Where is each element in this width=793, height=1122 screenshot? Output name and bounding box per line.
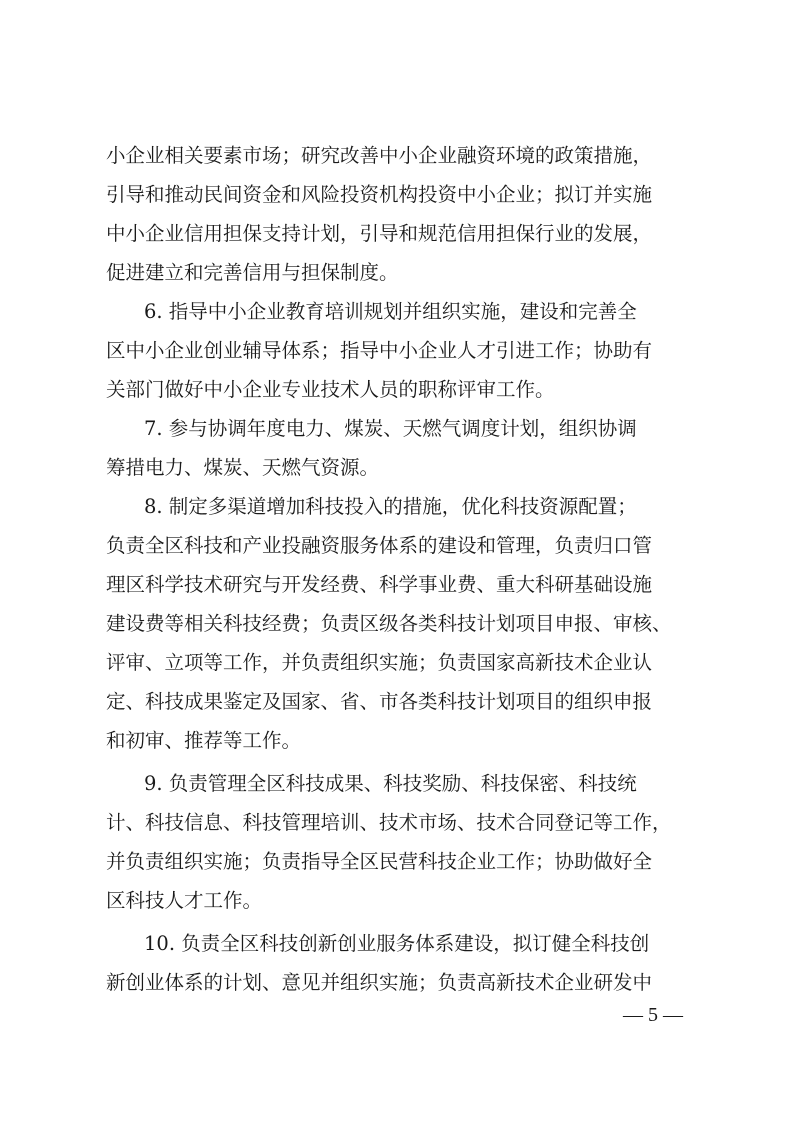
paragraph-10-start: 10. 负责全区科技创新创业服务体系建设，拟订健全科技创	[144, 932, 650, 955]
text-line: 建设费等相关科技经费；负责区级各类科技计划项目申报、审核、	[106, 612, 672, 635]
page-number: — 5 —	[623, 1004, 683, 1026]
body-text	[106, 136, 690, 1002]
paragraph-6-start: 6. 指导中小企业教育培训规划并组织实施，建设和完善全	[144, 300, 637, 323]
text-line: 关部门做好中小企业专业技术人员的职称评审工作。	[106, 378, 555, 401]
text-line: 计、科技信息、科技管理培训、技术市场、技术合同登记等工作，	[106, 811, 672, 834]
text-line: 筹措电力、煤炭、天燃气资源。	[106, 456, 380, 479]
text-line: 新创业体系的计划、意见并组织实施；负责高新技术企业研发中	[106, 971, 653, 994]
text-line: 并负责组织实施；负责指导全区民营科技企业工作；协助做好全	[106, 850, 653, 873]
text-line: 区中小企业创业辅导体系；指导中小企业人才引进工作；协助有	[106, 339, 653, 362]
text-line: 小企业相关要素市场；研究改善中小企业融资环境的政策措施，	[106, 144, 653, 167]
text-line: 区科技人才工作。	[106, 889, 263, 912]
text-line: 理区科学技术研究与开发经费、科学事业费、重大科研基础设施	[106, 573, 653, 596]
paragraph-7-start: 7. 参与协调年度电力、煤炭、天燃气调度计划，组织协调	[144, 417, 637, 440]
text-line: 引导和推动民间资金和风险投资机构投资中小企业；拟订并实施	[106, 183, 653, 206]
text-line: 和初审、推荐等工作。	[106, 729, 302, 752]
text-line: 促进建立和完善信用与担保制度。	[106, 261, 399, 284]
paragraph-8-start: 8. 制定多渠道增加科技投入的措施，优化科技资源配置；	[144, 495, 637, 518]
text-line: 评审、立项等工作，并负责组织实施；负责国家高新技术企业认	[106, 651, 653, 674]
text-line: 中小企业信用担保支持计划，引导和规范信用担保行业的发展，	[106, 222, 653, 245]
text-line: 负责全区科技和产业投融资服务体系的建设和管理，负责归口管	[106, 534, 653, 557]
text-line: 定、科技成果鉴定及国家、省、市各类科技计划项目的组织申报	[106, 690, 653, 713]
paragraph-9-start: 9. 负责管理全区科技成果、科技奖励、科技保密、科技统	[144, 772, 637, 795]
